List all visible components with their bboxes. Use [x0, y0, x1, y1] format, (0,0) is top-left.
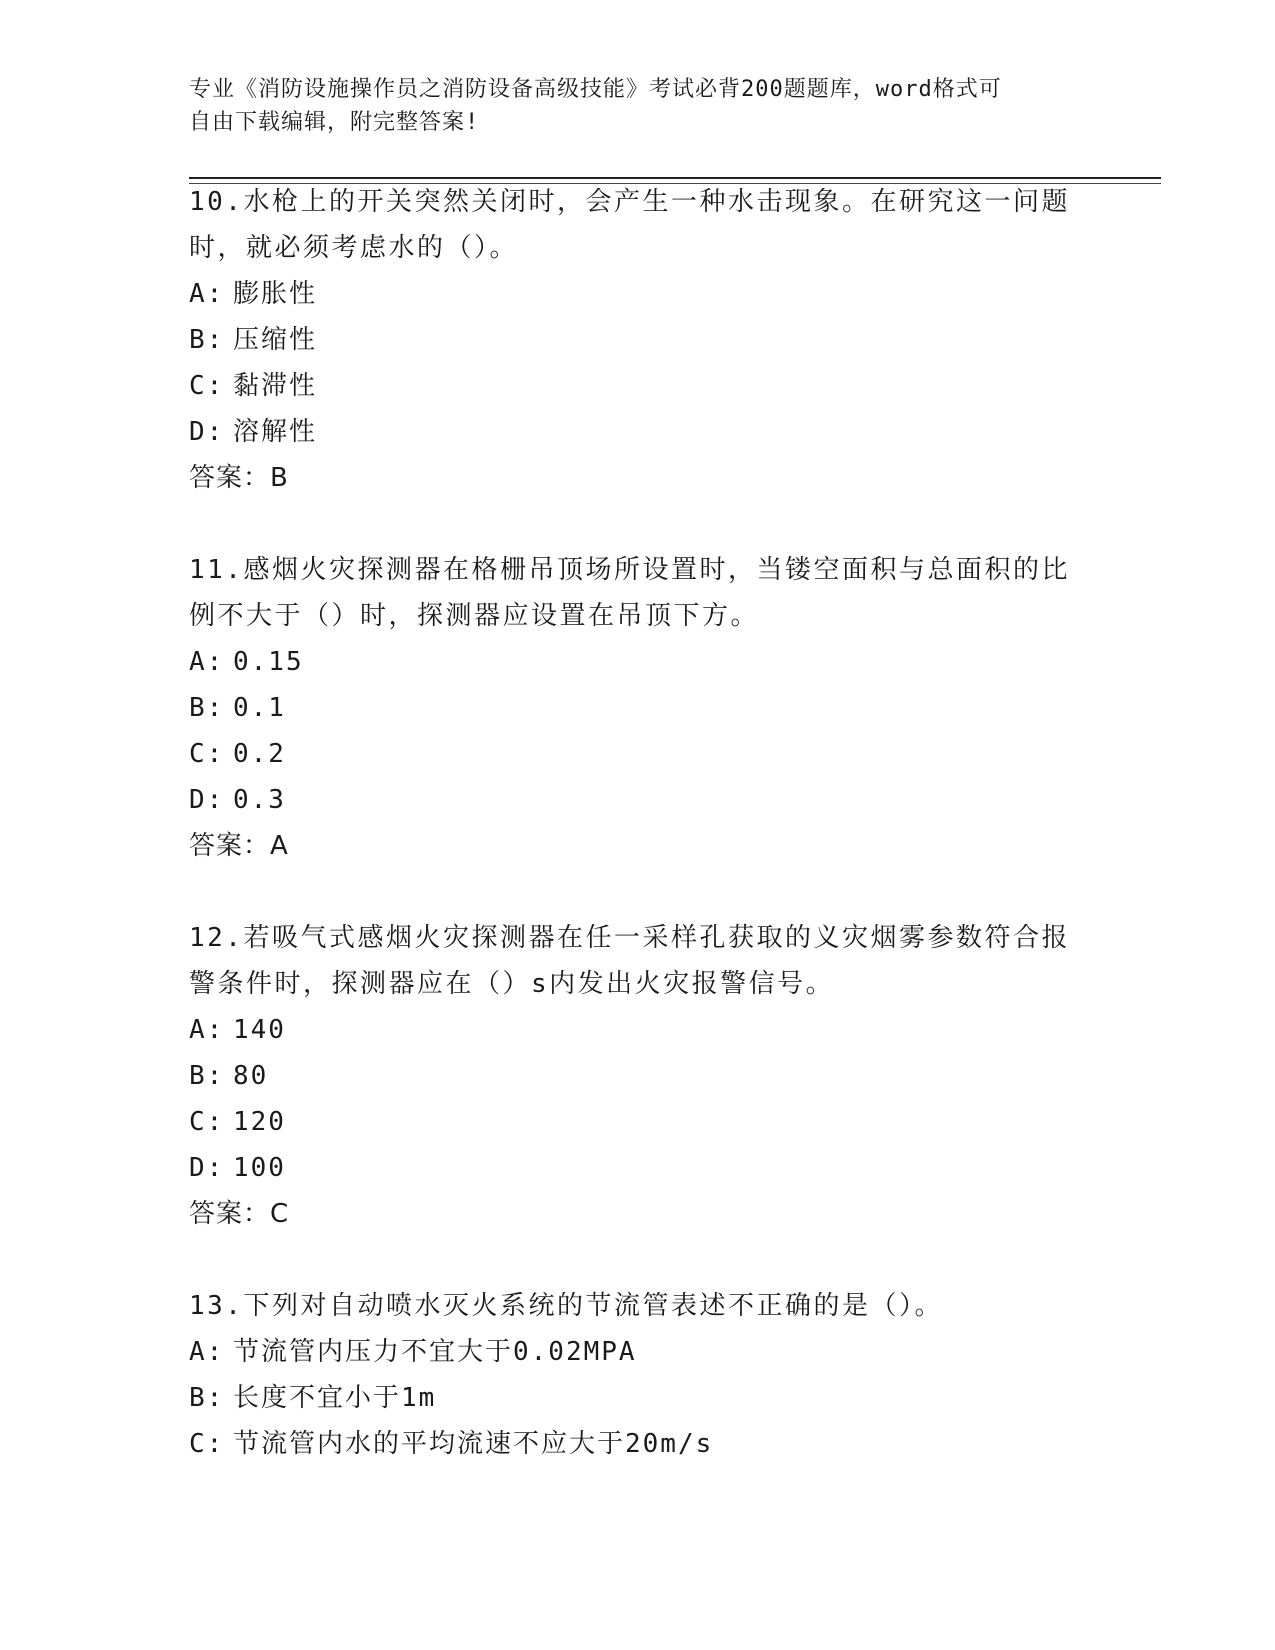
option-d [189, 1145, 1089, 1191]
option-text: 节流管内压力不宜大于0.02MPA [233, 1337, 637, 1367]
question-text: 12.若吸气式感烟火灾探测器在任一采样孔获取的义灾烟雾参数符合报警条件时，探测器应在（）s内发出火灾报警信号。 [189, 923, 1070, 999]
option-key: B: [189, 325, 225, 355]
option-a [189, 639, 1089, 685]
option-key: A: [189, 1015, 225, 1045]
option-key: B: [189, 1061, 225, 1091]
question-13 [189, 1283, 1089, 1467]
question-text: 10.水枪上的开关突然关闭时，会产生一种水击现象。在研究这一问题时，就必须考虑水的（）。 [189, 187, 1070, 263]
option-text: 0.1 [233, 693, 286, 723]
option-text: 节流管内水的平均流速不应大于20m/s [233, 1429, 714, 1459]
option-c [189, 1099, 1089, 1145]
option-key: B: [189, 1383, 225, 1413]
option-key: B: [189, 693, 225, 723]
question-11 [189, 547, 1089, 869]
option-key: C: [189, 1107, 225, 1137]
option-text: 压缩性 [233, 325, 318, 355]
option-text: 长度不宜小于1m [233, 1383, 437, 1413]
option-text: 膨胀性 [233, 279, 318, 309]
question-10 [189, 179, 1089, 501]
option-text: 80 [233, 1061, 269, 1091]
option-text: 0.15 [233, 647, 304, 677]
option-key: A: [189, 1337, 225, 1367]
option-text: 120 [233, 1107, 286, 1137]
option-text: 0.2 [233, 739, 286, 769]
option-key: D: [189, 785, 225, 815]
option-b [189, 1375, 1089, 1421]
option-key: D: [189, 417, 225, 447]
option-a [189, 1007, 1089, 1053]
option-key: C: [189, 739, 225, 769]
option-key: A: [189, 279, 225, 309]
option-a [189, 271, 1089, 317]
question-12 [189, 915, 1089, 1237]
option-a [189, 1329, 1089, 1375]
question-text: 11.感烟火灾探测器在格栅吊顶场所设置时，当镂空面积与总面积的比例不大于（）时，探测器应设置在吊顶下方。 [189, 555, 1070, 631]
answer: 答案：A [189, 831, 289, 861]
option-c [189, 1421, 1089, 1467]
option-key: C: [189, 1429, 225, 1459]
answer: 答案：C [189, 1199, 290, 1229]
option-d [189, 777, 1089, 823]
document-intro [189, 73, 1089, 139]
option-b [189, 685, 1089, 731]
option-c [189, 363, 1089, 409]
option-text: 黏滞性 [233, 371, 318, 401]
option-text: 0.3 [233, 785, 286, 815]
option-d [189, 409, 1089, 455]
option-b [189, 1053, 1089, 1099]
intro-line-2: 自由下载编辑，附完整答案! [189, 110, 480, 135]
option-b [189, 317, 1089, 363]
intro-line-1: 专业《消防设施操作员之消防设备高级技能》考试必背200题题库，word格式可 [189, 77, 1002, 102]
option-key: A: [189, 647, 225, 677]
option-text: 140 [233, 1015, 286, 1045]
answer: 答案：B [189, 463, 289, 493]
option-text: 溶解性 [233, 417, 318, 447]
option-key: D: [189, 1153, 225, 1183]
option-text: 100 [233, 1153, 286, 1183]
option-c [189, 731, 1089, 777]
question-text: 13.下列对自动喷水灭火系统的节流管表述不正确的是（）。 [189, 1291, 943, 1321]
option-key: C: [189, 371, 225, 401]
